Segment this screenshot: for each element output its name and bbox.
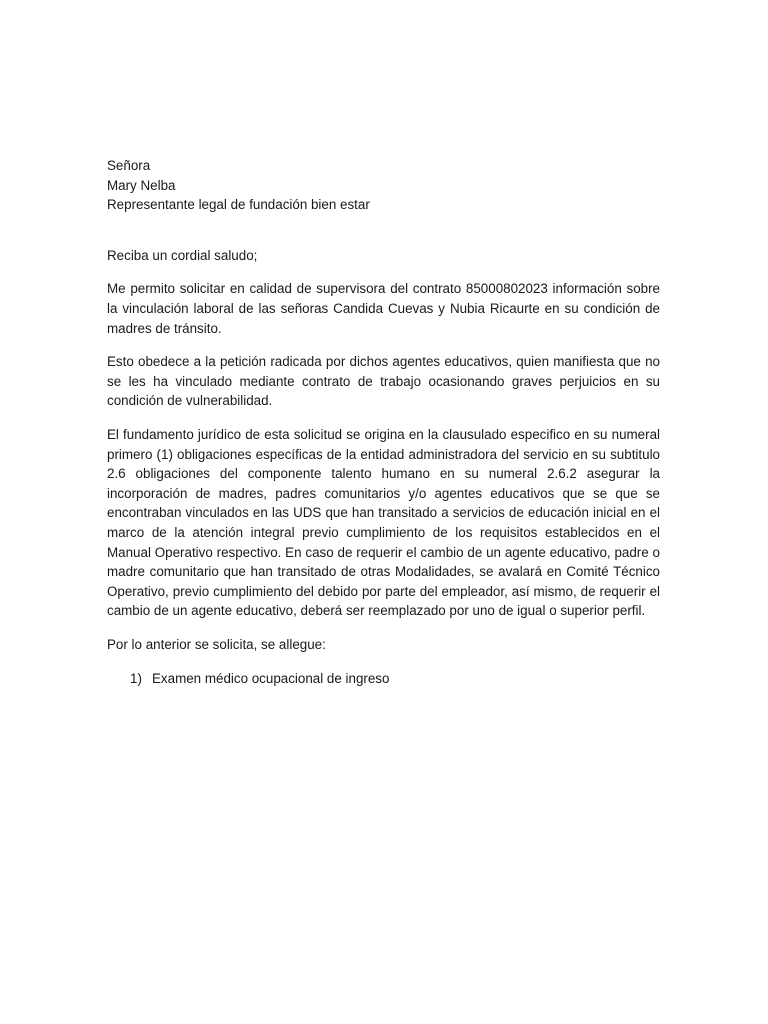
paragraph-request: Me permito solicitar en calidad de supervisora del contrato 85000802023 información sobre la vinculación laboral de las señoras Candida Cuevas y Nubia Ricaurte en su condición de madres de tránsito. [107,281,660,336]
list-item [107,669,660,689]
addressee-name: Mary Nelba [107,177,176,193]
addressee-position: Representante legal de fundación bien estar [107,197,370,213]
greeting: Reciba un cordial saludo; [107,247,258,263]
paragraph-request-list-intro: Por lo anterior se solicita, se allegue: [107,636,326,652]
paragraph-legal-basis: El fundamento jurídico de esta solicitud se origina en la clausulado especifico en su numeral primero (1) obligaciones específicas de la entidad administradora del servicio en su subtitulo 2.6 obligaciones del componente talento humano en su numeral 2.6.2 asegurar la incorporación de madres, padres comunitarios y/o agentes educativos que se que se encontraban vinculados en las UDS que han transitado a servicios de educación inicial en el marco de la atención integral previo cumplimiento de los requisitos establecidos en el Manual Operativo respectivo. En caso de requerir el cambio de un agente educativo, padre o madre comunitario que han transitado de otras Modalidades, se avalará en Comité Técnico Operativo, previo cumplimiento del debido por parte del empleador, así mismo, de requerir el cambio de un agente educativo, deberá ser reemplazado por uno de igual o superior perfil. [107,426,660,619]
requested-items-list [107,669,660,689]
addressee-title: Señora [107,158,151,173]
list-item-number: 1) [130,671,142,687]
letter-body [107,156,660,689]
addressee-block [107,156,660,215]
list-item-text: Examen médico ocupacional de ingreso [152,671,390,687]
paragraph-reason: Esto obedece a la petición radicada por dichos agentes educativos, quien manifiesta que no se les ha vinculado mediante contrato de trabajo ocasionando graves perjuicios en su condición de vulnerabilidad. [107,354,660,409]
